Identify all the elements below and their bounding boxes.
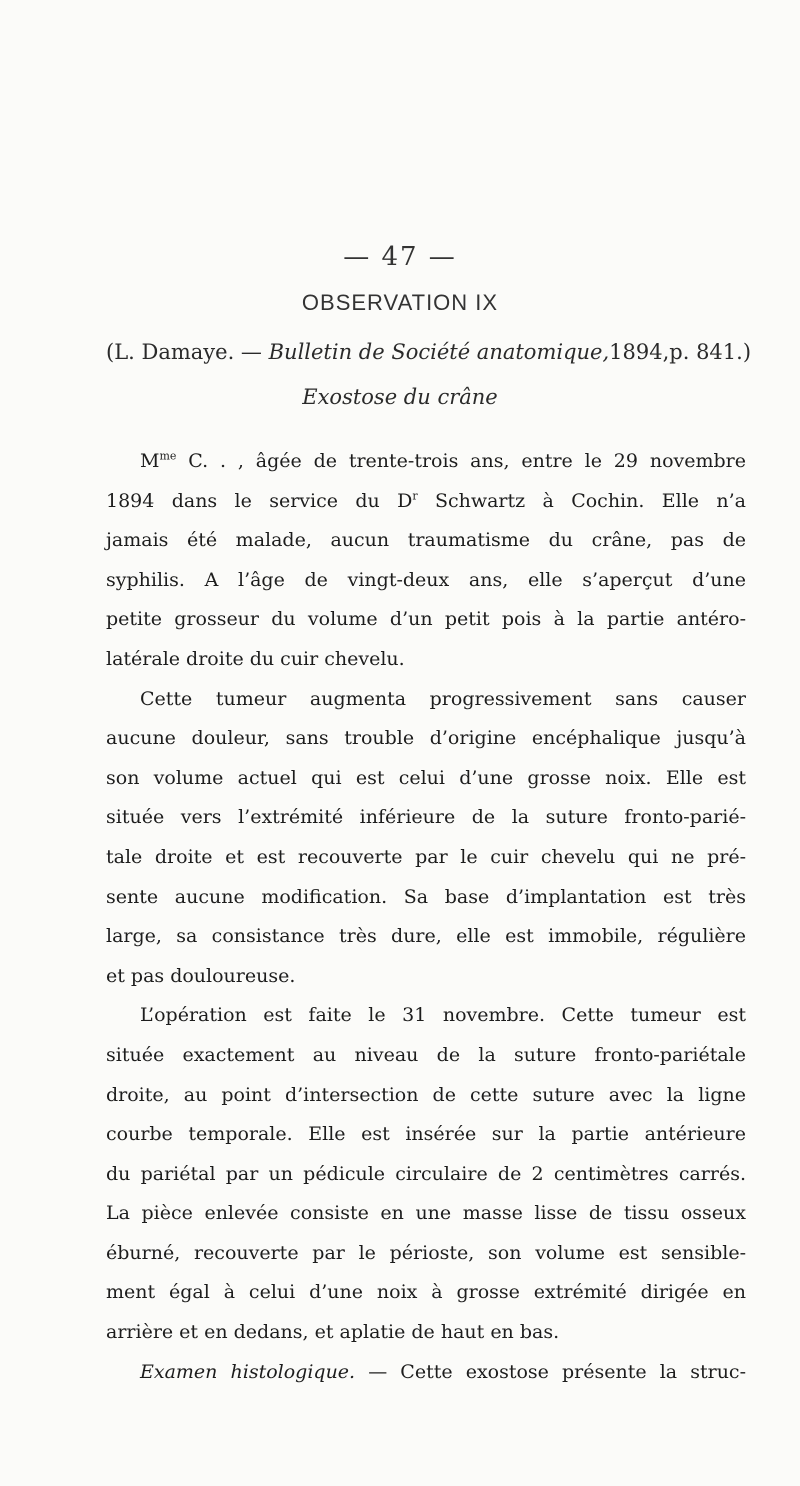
reference-journal: Bulletin de Société anatomique, xyxy=(268,340,610,364)
text-line: Cette tumeur augmenta progressivement sans causer xyxy=(140,687,746,710)
text-line: petite grosseur du volume d’un petit pois à la partie antéro- xyxy=(106,608,746,631)
text-line: éburné, recouverte par le périoste, son volume est sensible- xyxy=(106,1241,746,1264)
case-subtitle: Exostose du crâne xyxy=(302,385,498,409)
text-line: arrière et en dedans, et aplatie de haut en bas. xyxy=(106,1321,560,1344)
text-line: du pariétal par un pédicule circulaire de 2 centimètres carrés. xyxy=(106,1162,746,1185)
text-line: La pièce enlevée consiste en une masse lisse de tissu osseux xyxy=(106,1202,746,1225)
text-line: droite, au point d’intersection de cette suture avec la ligne xyxy=(106,1083,746,1106)
text-line: L’opération est faite le 31 novembre. Cette tumeur est xyxy=(140,1004,746,1027)
page-number: — 47 — xyxy=(343,242,457,272)
section-label: Examen histologique. xyxy=(140,1360,356,1383)
text-line: ment égal à celui d’une noix à grosse extrémité dirigée en xyxy=(106,1281,746,1304)
text-line: courbe temporale. Elle est insérée sur la partie antérieure xyxy=(106,1123,746,1146)
text-line: située exactement au niveau de la suture fronto-pariétale xyxy=(106,1043,746,1066)
text-line: large, sa consistance très dure, elle est immobile, régulière xyxy=(106,925,746,948)
text-line: jamais été malade, aucun traumatisme du crâne, pas de xyxy=(106,529,746,552)
text-line: 1894 dans le service du $D^r$ Schwartz à Cochin. Elle n’a xyxy=(106,489,746,512)
text-line: située vers l’extrémité inférieure de la suture fronto-parié- xyxy=(106,806,746,829)
text-line: Examen histologique. — Cette exostose présente la struc- xyxy=(140,1360,746,1383)
reference-prefix: (L. Damaye. — xyxy=(106,340,269,364)
text-line: sente aucune modification. Sa base d’implantation est très xyxy=(106,885,746,908)
body-text xyxy=(106,442,746,1392)
text-line: son volume actuel qui est celui d’une grosse noix. Elle est xyxy=(106,766,746,789)
observation-heading: OBSERVATION IX xyxy=(301,290,499,315)
text-line: latérale droite du cuir chevelu. xyxy=(106,647,405,670)
text-line: syphilis. A l’âge de vingt-deux ans, elle s’aperçut d’une xyxy=(106,568,746,591)
text-line: et pas douloureuse. xyxy=(106,964,296,987)
bibliographic-reference xyxy=(106,340,752,364)
text-line: $M^{me}$ C. . , âgée de trente-trois ans, entre le 29 novembre xyxy=(140,449,746,472)
text-line: aucune douleur, sans trouble d’origine encéphalique jusqu’à xyxy=(106,727,746,750)
reference-suffix: 1894,p. 841.) xyxy=(609,340,752,364)
text-line: tale droite et est recouverte par le cuir chevelu qui ne pré- xyxy=(106,845,746,868)
